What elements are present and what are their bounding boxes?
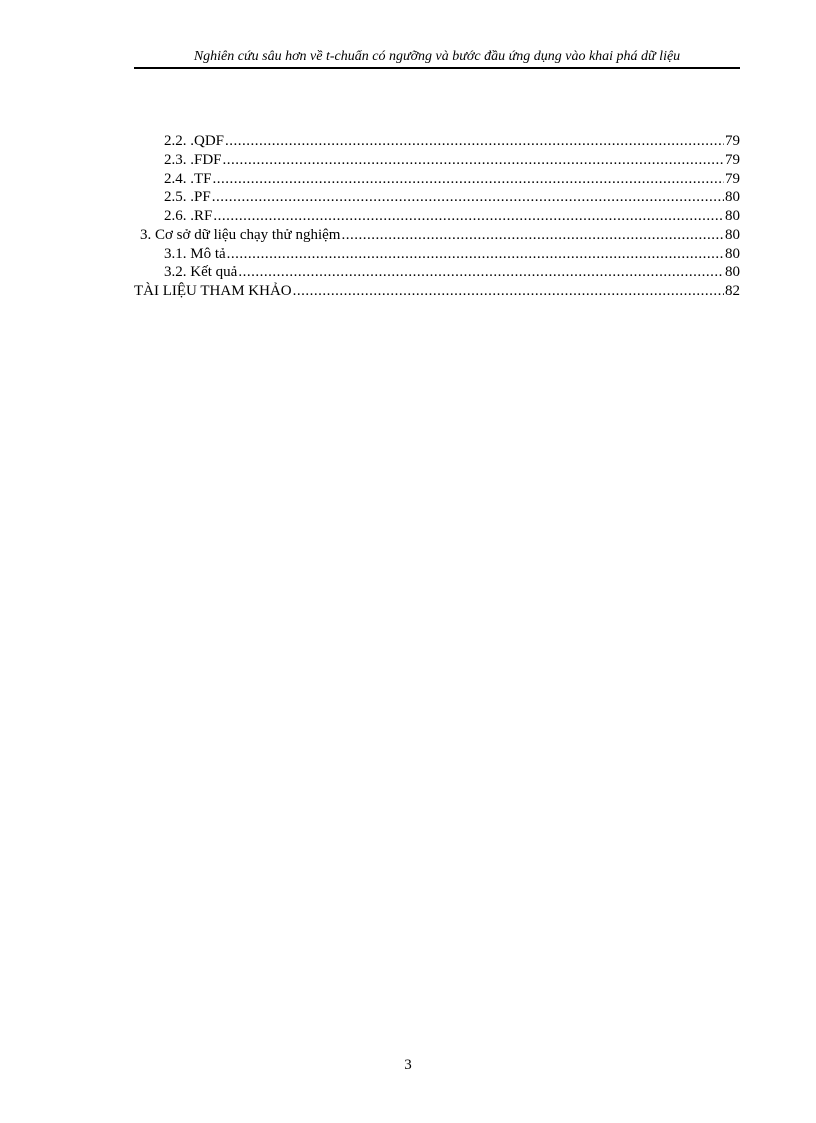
toc-entry-label: 2.4. .TF [164, 170, 212, 187]
toc-entry-2-6[interactable] [134, 207, 740, 226]
toc-dot-leader [293, 282, 724, 301]
toc-entry-page: 79 [725, 170, 740, 187]
toc-entry-label: 2.2. .QDF [164, 133, 225, 149]
toc-entry-label: 3. Cơ sở dữ liệu chạy thử nghiệm [140, 226, 341, 243]
toc-entry-page: 80 [725, 264, 740, 281]
toc-entry-label: 3.1. Mô tả [164, 245, 226, 262]
toc-dot-leader [223, 151, 724, 170]
toc-entry-label: TÀI LIỆU THAM KHẢO [134, 283, 292, 299]
toc-entry-label: 3.2. Kết quả [164, 264, 238, 281]
toc-entry-3-2[interactable] [134, 263, 740, 282]
toc-dot-leader [238, 263, 724, 282]
table-of-contents [134, 132, 740, 301]
toc-entry-page: 80 [725, 245, 740, 262]
toc-dot-leader [341, 226, 724, 245]
toc-entry-page: 79 [725, 133, 740, 149]
toc-entry-3-1[interactable] [134, 245, 740, 264]
toc-entry-page: 79 [725, 151, 740, 168]
page-number: 3 [404, 1057, 412, 1073]
running-header: Nghiên cứu sâu hơn về t-chuẩn có ngưỡng và bước đầu ứng dụng vào khai phá dữ liệu [193, 49, 681, 64]
toc-dot-leader [213, 207, 724, 226]
toc-entry-3[interactable] [134, 226, 740, 245]
toc-entry-page: 80 [725, 226, 740, 243]
toc-dot-leader [227, 245, 724, 264]
toc-entry-label: 2.3. .FDF [164, 151, 222, 168]
toc-entry-2-3[interactable] [134, 151, 740, 170]
toc-entry-2-4[interactable] [134, 170, 740, 189]
toc-entry-page: 80 [725, 208, 740, 224]
toc-entry-page: 82 [725, 283, 740, 299]
toc-entry-page: 80 [725, 189, 740, 206]
header-rule [134, 67, 740, 69]
toc-entry-2-2[interactable] [134, 132, 740, 151]
toc-dot-leader [212, 188, 724, 207]
toc-entry-label: 2.6. .RF [164, 208, 213, 224]
toc-entry-references[interactable] [134, 282, 740, 301]
toc-dot-leader [213, 170, 724, 189]
toc-dot-leader [225, 132, 724, 151]
toc-entry-2-5[interactable] [134, 188, 740, 207]
toc-entry-label: 2.5. .PF [164, 189, 211, 206]
